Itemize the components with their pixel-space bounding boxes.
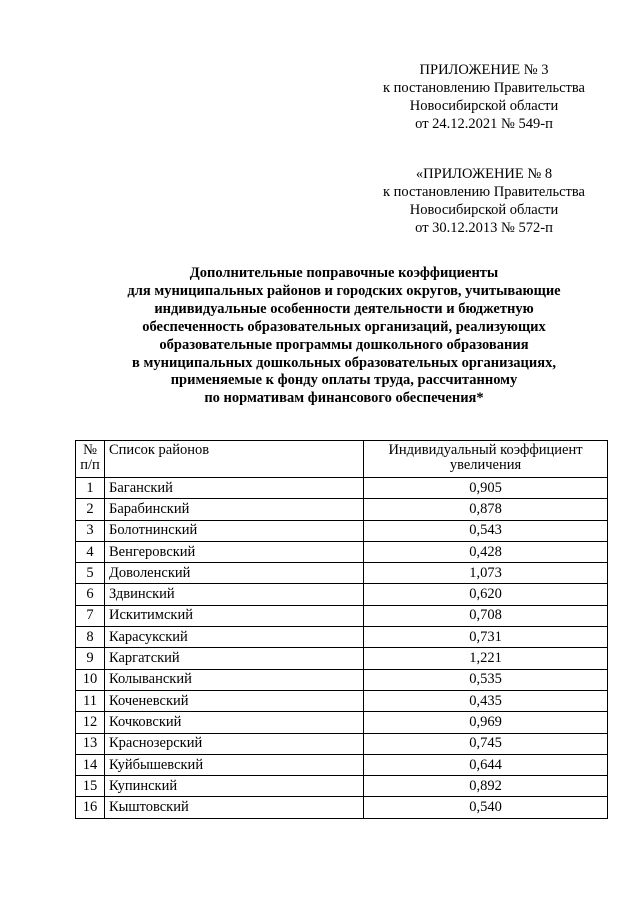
table-row — [76, 605, 608, 626]
title-line: применяемые к фонду оплаты труда, рассчитанному — [170, 372, 518, 389]
appendix-8-line2: Новосибирской области — [409, 202, 559, 218]
table-row — [76, 520, 608, 541]
table-row — [76, 584, 608, 605]
row-coef: 0,535 — [364, 669, 608, 690]
row-num: 15 — [76, 776, 105, 797]
table-row — [76, 754, 608, 775]
header-name: Список районов — [105, 441, 364, 478]
row-coef: 0,892 — [364, 776, 608, 797]
row-name: Каргатский — [105, 648, 364, 669]
row-coef: 1,221 — [364, 648, 608, 669]
row-name: Болотнинский — [105, 520, 364, 541]
table-row — [76, 541, 608, 562]
title-line: образовательные программы дошкольного образования — [159, 336, 529, 353]
table-row — [76, 669, 608, 690]
row-name: Купинский — [105, 776, 364, 797]
title-line: для муниципальных районов и городских округов, учитывающие — [127, 282, 561, 299]
row-name: Доволенский — [105, 563, 364, 584]
row-num: 11 — [76, 690, 105, 711]
table-row — [76, 648, 608, 669]
appendix-3-header — [364, 61, 604, 133]
row-coef: 0,731 — [364, 627, 608, 648]
row-coef: 0,435 — [364, 690, 608, 711]
title-line: индивидуальные особенности деятельности и бюджетную — [154, 300, 534, 317]
appendix-8-header — [364, 165, 604, 237]
appendix-3-title: ПРИЛОЖЕНИЕ № 3 — [419, 62, 549, 78]
appendix-3-line2: Новосибирской области — [409, 98, 559, 114]
document-title — [60, 265, 628, 408]
row-name: Карасукский — [105, 627, 364, 648]
row-num: 14 — [76, 754, 105, 775]
row-coef: 0,543 — [364, 520, 608, 541]
row-name: Барабинский — [105, 499, 364, 520]
table-row — [76, 733, 608, 754]
row-name: Искитимский — [105, 605, 364, 626]
appendix-8-line3: от 30.12.2013 № 572-п — [415, 220, 553, 236]
table-row — [76, 499, 608, 520]
row-num: 6 — [76, 584, 105, 605]
row-num: 10 — [76, 669, 105, 690]
header-num: № п/п — [76, 441, 105, 478]
appendix-3-line1: к постановлению Правительства — [383, 80, 585, 96]
row-num: 5 — [76, 563, 105, 584]
row-coef: 0,878 — [364, 499, 608, 520]
row-coef: 0,745 — [364, 733, 608, 754]
row-name: Кочковский — [105, 712, 364, 733]
table-row — [76, 776, 608, 797]
table-row — [76, 478, 608, 499]
row-num: 16 — [76, 797, 105, 818]
row-coef: 0,644 — [364, 754, 608, 775]
row-coef: 0,905 — [364, 478, 608, 499]
row-num: 1 — [76, 478, 105, 499]
row-num: 9 — [76, 648, 105, 669]
table-header-row — [76, 441, 608, 478]
title-line: обеспеченность образовательных организаций, реализующих — [142, 318, 546, 335]
row-num: 12 — [76, 712, 105, 733]
appendix-3-line3: от 24.12.2021 № 549-п — [415, 116, 553, 132]
row-name: Здвинский — [105, 584, 364, 605]
title-line: Дополнительные поправочные коэффициенты — [189, 265, 499, 281]
row-name: Колыванский — [105, 669, 364, 690]
table-row — [76, 690, 608, 711]
row-name: Кыштовский — [105, 797, 364, 818]
row-name: Венгеровский — [105, 541, 364, 562]
row-num: 7 — [76, 605, 105, 626]
row-num: 3 — [76, 520, 105, 541]
row-name: Коченевский — [105, 690, 364, 711]
row-coef: 1,073 — [364, 563, 608, 584]
row-name: Краснозерский — [105, 733, 364, 754]
row-coef: 0,540 — [364, 797, 608, 818]
table-row — [76, 563, 608, 584]
table-row — [76, 797, 608, 818]
row-coef: 0,620 — [364, 584, 608, 605]
header-coef: Индивидуальный коэффициент увеличения — [364, 441, 608, 478]
row-coef: 0,708 — [364, 605, 608, 626]
row-num: 13 — [76, 733, 105, 754]
row-num: 2 — [76, 499, 105, 520]
title-line: в муниципальных дошкольных образовательных организациях, — [132, 354, 556, 371]
appendix-8-title: «ПРИЛОЖЕНИЕ № 8 — [415, 166, 553, 182]
row-num: 8 — [76, 627, 105, 648]
table-row — [76, 712, 608, 733]
row-coef: 0,969 — [364, 712, 608, 733]
title-line: по нормативам финансового обеспечения* — [204, 390, 484, 407]
appendix-8-line1: к постановлению Правительства — [383, 184, 585, 200]
table-row — [76, 627, 608, 648]
row-num: 4 — [76, 541, 105, 562]
coefficients-table — [75, 440, 608, 819]
row-name: Баганский — [105, 478, 364, 499]
row-coef: 0,428 — [364, 541, 608, 562]
row-name: Куйбышевский — [105, 754, 364, 775]
